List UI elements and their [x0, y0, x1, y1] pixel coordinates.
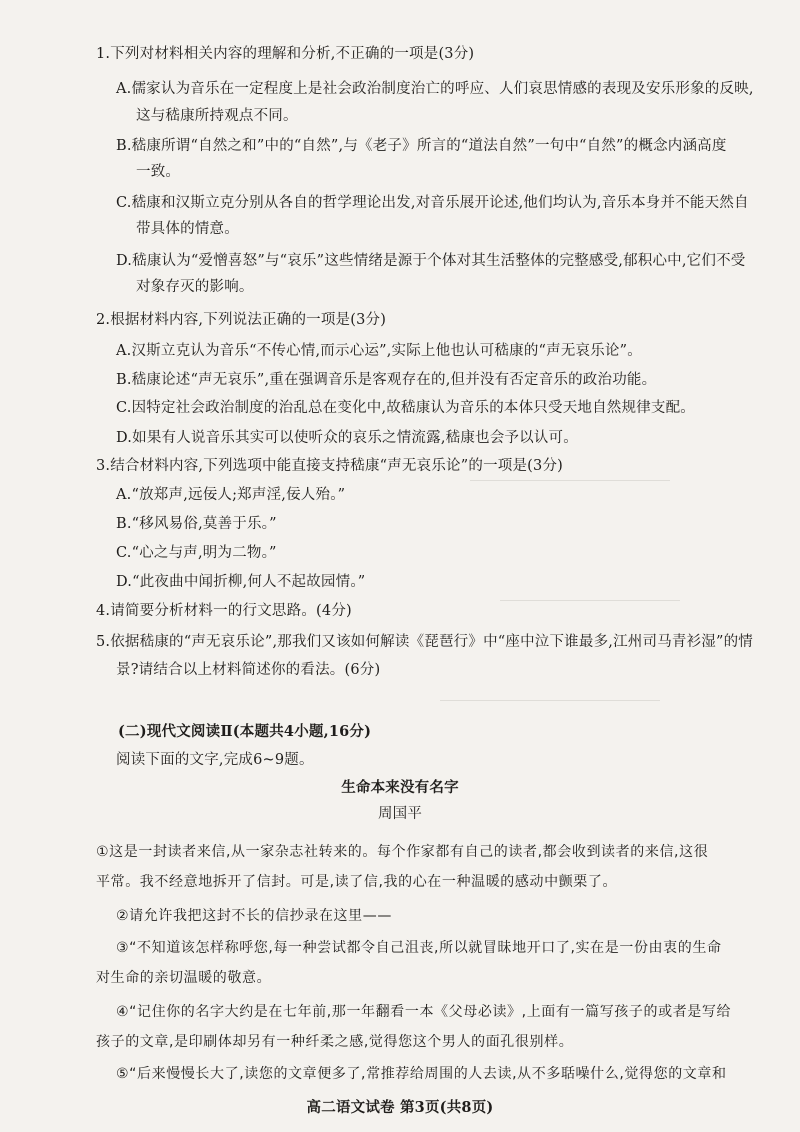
bleed-through-mark [500, 600, 680, 601]
section-heading: (二)现代文阅读Ⅱ(本题共4小题,16分) [118, 723, 372, 740]
question-4-stem: 4.请简要分析材料一的行文思路。(4分) [96, 603, 352, 619]
q3-option-a: A.“放郑声,远佞人;郑声淫,佞人殆。” [116, 487, 346, 503]
passage-paragraph-5: ⑤“后来慢慢长大了,读您的文章便多了,常推荐给周围的人去读,从不多聒噪什么,觉得您的文章和 [116, 1066, 727, 1082]
passage-paragraph-4-cont: 孩子的文章,是印刷体却另有一种纤柔之感,觉得您这个男人的面孔很别样。 [96, 1034, 574, 1050]
q2-option-a: A.汉斯立克认为音乐“不传心情,而示心运”,实际上他也认可嵇康的“声无哀乐论”。 [116, 343, 642, 359]
q3-option-b: B.“移风易俗,莫善于乐。” [116, 516, 277, 532]
q1-option-d: D.嵇康认为“爱憎喜怒”与“哀乐”这些情绪是源于个体对其生活整体的完整感受,郁积心中,它们不受 [116, 253, 746, 269]
passage-paragraph-2: ②请允许我把这封不长的信抄录在这里—— [116, 908, 392, 924]
q1-option-c: C.嵇康和汉斯立克分别从各自的哲学理论出发,对音乐展开论述,他们均认为,音乐本身并不能天然自 [116, 195, 749, 211]
section-instruction: 阅读下面的文字,完成6~9题。 [116, 752, 314, 768]
bleed-through-mark [470, 480, 670, 481]
bleed-through-mark [440, 700, 660, 701]
q1-option-d-cont: 对象存灭的影响。 [136, 279, 254, 295]
q2-option-b: B.嵇康论述“声无哀乐”,重在强调音乐是客观存在的,但并没有否定音乐的政治功能。 [116, 372, 657, 388]
question-5-stem: 5.依据嵇康的“声无哀乐论”,那我们又该如何解读《琵琶行》中“座中泣下谁最多,江州司马青衫湿”的情 [96, 634, 754, 650]
q1-option-a-cont: 这与嵇康所持观点不同。 [136, 108, 298, 124]
q2-option-c: C.因特定社会政治制度的治乱总在变化中,故嵇康认为音乐的本体只受天地自然规律支配。 [116, 400, 695, 416]
q1-option-b-cont: 一致。 [136, 164, 181, 180]
question-1-stem: 1.下列对材料相关内容的理解和分析,不正确的一项是(3分) [96, 46, 475, 62]
question-2-stem: 2.根据材料内容,下列说法正确的一项是(3分) [96, 312, 387, 328]
passage-author: 周国平 [377, 806, 423, 822]
q1-option-a: A.儒家认为音乐在一定程度上是社会政治制度治亡的呼应、人们哀思情感的表现及安乐形象的反映, [116, 81, 754, 97]
q3-option-d: D.“此夜曲中闻折柳,何人不起故园情。” [116, 574, 366, 590]
page-footer: 高二语文试卷 第3页(共8页) [306, 1099, 494, 1116]
passage-title: 生命本来没有名字 [341, 779, 459, 796]
q2-option-d: D.如果有人说音乐其实可以使听众的哀乐之情流露,嵇康也会予以认可。 [116, 430, 578, 446]
question-5-stem-cont: 景?请结合以上材料简述你的看法。(6分) [116, 662, 381, 678]
passage-paragraph-3-cont: 对生命的亲切温暖的敬意。 [96, 970, 272, 986]
passage-paragraph-1-cont: 平常。我不经意地拆开了信封。可是,读了信,我的心在一种温暖的感动中颤栗了。 [96, 874, 618, 890]
passage-paragraph-1: ①这是一封读者来信,从一家杂志社转来的。每个作家都有自己的读者,都会收到读者的来信,这很 [96, 844, 709, 860]
passage-paragraph-3: ③“不知道该怎样称呼您,每一种尝试都令自己沮丧,所以就冒昧地开口了,实在是一份由衷的生命 [116, 940, 722, 956]
q3-option-c: C.“心之与声,明为二物。” [116, 545, 277, 561]
q1-option-b: B.嵇康所谓“自然之和”中的“自然”,与《老子》所言的“道法自然”一句中“自然”的概念内涵高度 [116, 138, 727, 154]
q1-option-c-cont: 带具体的情意。 [136, 221, 239, 237]
passage-paragraph-4: ④“记住你的名字大约是在七年前,那一年翻看一本《父母必读》,上面有一篇写孩子的或者是写给 [116, 1004, 732, 1020]
question-3-stem: 3.结合材料内容,下列选项中能直接支持嵇康“声无哀乐论”的一项是(3分) [96, 458, 564, 474]
